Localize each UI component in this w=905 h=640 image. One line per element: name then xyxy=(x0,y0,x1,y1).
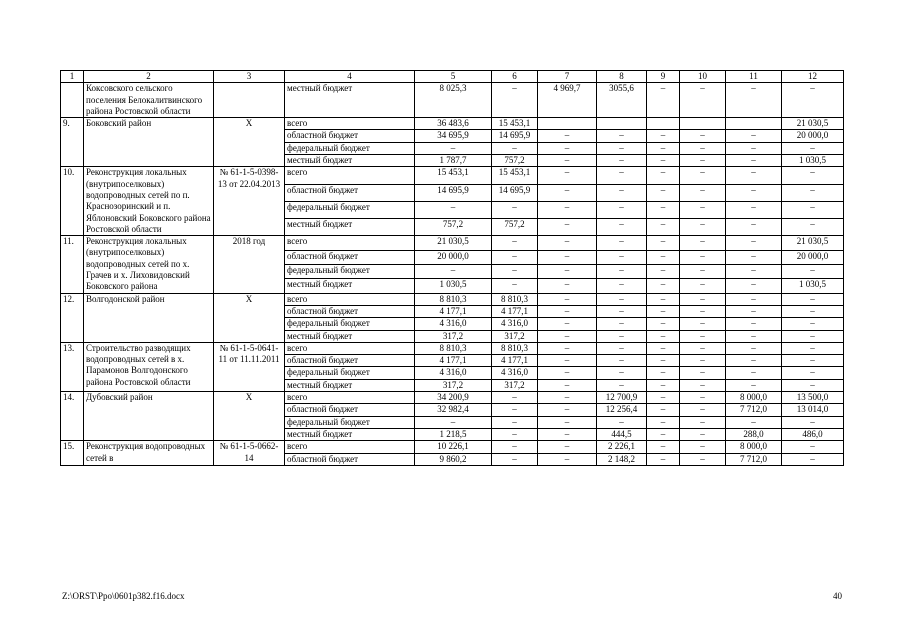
table-cell: 9 860,2 xyxy=(415,453,492,465)
table-cell: – xyxy=(597,264,647,278)
table-cell: 1 218,5 xyxy=(415,428,492,440)
table-cell: – xyxy=(680,236,726,250)
table-cell: – xyxy=(726,279,782,293)
table-cell: – xyxy=(538,367,597,379)
table-cell xyxy=(726,118,782,130)
table-cell: – xyxy=(726,155,782,167)
table-cell: – xyxy=(680,441,726,453)
table-cell: – xyxy=(538,142,597,154)
table-cell: № 61-1-5-0398-13 от 22.04.2013 xyxy=(214,167,285,236)
table-cell: всего xyxy=(285,392,415,404)
table-cell: Строительство разводящих водопроводных сетей в х. Парамонов Волгодонского района Ростовской области xyxy=(84,342,214,391)
table-cell: областной бюджет xyxy=(285,404,415,416)
table-cell: 2 226,1 xyxy=(597,441,647,453)
table-cell: 13. xyxy=(61,342,84,391)
table-cell: – xyxy=(726,201,782,218)
table-cell: – xyxy=(538,293,597,305)
table-cell: 4 177,1 xyxy=(415,355,492,367)
table-cell: – xyxy=(415,264,492,278)
table-cell: – xyxy=(538,201,597,218)
table-cell: Боковский район xyxy=(84,118,214,167)
table-cell: – xyxy=(492,416,538,428)
table-cell: федеральный бюджет xyxy=(285,416,415,428)
table-cell: – xyxy=(597,416,647,428)
table-cell: – xyxy=(492,404,538,416)
table-cell: – xyxy=(492,279,538,293)
table-cell: – xyxy=(726,318,782,330)
table-cell: 14 695,9 xyxy=(492,184,538,201)
table-cell: 14. xyxy=(61,392,84,441)
table-cell: – xyxy=(647,330,680,342)
table-cell: – xyxy=(726,416,782,428)
column-header: 12 xyxy=(782,71,844,83)
table-cell: 8 810,3 xyxy=(492,293,538,305)
table-cell: – xyxy=(597,305,647,317)
table-cell: – xyxy=(782,330,844,342)
table-cell: местный бюджет xyxy=(285,330,415,342)
table-cell: 4 177,1 xyxy=(492,355,538,367)
table-cell: федеральный бюджет xyxy=(285,318,415,330)
table-cell: – xyxy=(597,201,647,218)
table-cell: – xyxy=(538,218,597,235)
table-cell: 15 453,1 xyxy=(492,167,538,184)
table-cell: 317,2 xyxy=(415,379,492,391)
table-cell: – xyxy=(726,379,782,391)
table-cell: – xyxy=(782,379,844,391)
table-cell: 4 316,0 xyxy=(415,367,492,379)
table-cell: – xyxy=(726,83,782,118)
table-cell: 288,0 xyxy=(726,428,782,440)
table-cell: федеральный бюджет xyxy=(285,367,415,379)
table-cell: – xyxy=(726,342,782,354)
table-cell: 1 787,7 xyxy=(415,155,492,167)
table-cell: – xyxy=(680,142,726,154)
table-cell: – xyxy=(726,367,782,379)
table-cell: – xyxy=(680,367,726,379)
table-cell xyxy=(538,118,597,130)
table-cell: местный бюджет xyxy=(285,155,415,167)
table-cell: – xyxy=(782,305,844,317)
table-cell: 3055,6 xyxy=(597,83,647,118)
table-cell: – xyxy=(726,355,782,367)
table-cell: 317,2 xyxy=(492,330,538,342)
table-cell: областной бюджет xyxy=(285,355,415,367)
table-cell: – xyxy=(597,318,647,330)
table-cell: – xyxy=(680,416,726,428)
table-cell: федеральный бюджет xyxy=(285,142,415,154)
table-cell: – xyxy=(647,184,680,201)
table-cell: – xyxy=(647,167,680,184)
table-cell: – xyxy=(597,142,647,154)
table-row xyxy=(61,236,844,250)
table-cell: – xyxy=(680,330,726,342)
table-cell: 757,2 xyxy=(492,218,538,235)
table-cell: – xyxy=(647,441,680,453)
table-row xyxy=(61,392,844,404)
table-cell: – xyxy=(782,318,844,330)
table-cell: всего xyxy=(285,167,415,184)
table-cell: – xyxy=(647,218,680,235)
column-header: 9 xyxy=(647,71,680,83)
table-cell: – xyxy=(492,250,538,264)
table-cell: – xyxy=(597,167,647,184)
table-cell: 4 316,0 xyxy=(415,318,492,330)
table-cell: – xyxy=(538,392,597,404)
table-cell: – xyxy=(726,218,782,235)
table-cell: – xyxy=(647,279,680,293)
table-cell: – xyxy=(597,379,647,391)
column-header: 2 xyxy=(84,71,214,83)
table-cell: 32 982,4 xyxy=(415,404,492,416)
table-cell: – xyxy=(647,404,680,416)
table-cell: – xyxy=(538,453,597,465)
table-cell: – xyxy=(680,342,726,354)
table-cell: 4 177,1 xyxy=(492,305,538,317)
table-cell: – xyxy=(782,355,844,367)
column-header: 10 xyxy=(680,71,726,83)
table-cell: Реконструкция локальных (внутрипоселковых) водопроводных сетей по п. Краснозоринский и п. Яблоновский Боковского района Ростовской области xyxy=(84,167,214,236)
table-cell: – xyxy=(597,155,647,167)
table-cell: 14 695,9 xyxy=(492,130,538,142)
file-path: Z:\ORST\Ppo\0601p382.f16.docx xyxy=(62,591,185,601)
table-cell: 34 695,9 xyxy=(415,130,492,142)
table-cell: – xyxy=(492,201,538,218)
table-cell: – xyxy=(597,236,647,250)
table-cell: 1 030,5 xyxy=(415,279,492,293)
table-cell: областной бюджет xyxy=(285,453,415,465)
table-cell: – xyxy=(647,342,680,354)
table-cell: – xyxy=(726,264,782,278)
page-number: 40 xyxy=(833,591,842,601)
table-cell: федеральный бюджет xyxy=(285,201,415,218)
table-cell: – xyxy=(782,184,844,201)
table-cell: 14 695,9 xyxy=(415,184,492,201)
table-cell: – xyxy=(492,441,538,453)
table-cell: – xyxy=(647,264,680,278)
table-cell: 757,2 xyxy=(415,218,492,235)
table-cell: – xyxy=(782,367,844,379)
column-header: 5 xyxy=(415,71,492,83)
table-cell: – xyxy=(726,293,782,305)
table-cell: – xyxy=(680,305,726,317)
table-cell: – xyxy=(680,167,726,184)
table-cell: – xyxy=(680,201,726,218)
column-header: 8 xyxy=(597,71,647,83)
table-cell: 8 810,3 xyxy=(492,342,538,354)
table-cell: всего xyxy=(285,236,415,250)
table-cell: – xyxy=(538,264,597,278)
table-cell: областной бюджет xyxy=(285,184,415,201)
table-cell: – xyxy=(726,250,782,264)
table-cell: 13 014,0 xyxy=(782,404,844,416)
table-cell: – xyxy=(597,367,647,379)
table-cell: – xyxy=(782,264,844,278)
table-cell: – xyxy=(597,293,647,305)
table-cell: – xyxy=(538,318,597,330)
table-cell: 11. xyxy=(61,236,84,293)
table-cell: – xyxy=(538,184,597,201)
budget-table xyxy=(60,70,844,466)
table-cell: местный бюджет xyxy=(285,428,415,440)
table-cell: – xyxy=(726,130,782,142)
table-cell: местный бюджет xyxy=(285,218,415,235)
table-cell: областной бюджет xyxy=(285,305,415,317)
table-cell: – xyxy=(538,250,597,264)
table-cell: – xyxy=(647,236,680,250)
table-cell: 4 969,7 xyxy=(538,83,597,118)
table-cell: – xyxy=(680,318,726,330)
table-cell: № 61-1-5-0662-14 xyxy=(214,441,285,466)
table-cell: – xyxy=(680,392,726,404)
table-cell: – xyxy=(597,355,647,367)
table-cell: – xyxy=(680,404,726,416)
table-cell: 317,2 xyxy=(492,379,538,391)
table-cell: 15 453,1 xyxy=(492,118,538,130)
table-cell: – xyxy=(680,293,726,305)
table-cell: 8 000,0 xyxy=(726,441,782,453)
table-cell: № 61-1-5-0641-11 от 11.11.2011 xyxy=(214,342,285,391)
table-cell: местный бюджет xyxy=(285,379,415,391)
table-cell: – xyxy=(647,355,680,367)
table-cell: – xyxy=(538,330,597,342)
table-cell: 8 810,3 xyxy=(415,342,492,354)
table-cell: – xyxy=(647,201,680,218)
table-cell: – xyxy=(538,342,597,354)
table-cell: 21 030,5 xyxy=(782,236,844,250)
table-cell: – xyxy=(726,305,782,317)
table-row xyxy=(61,293,844,305)
table-cell: – xyxy=(647,293,680,305)
table-cell: – xyxy=(726,330,782,342)
table-cell: 1 030,5 xyxy=(782,279,844,293)
table-cell: 486,0 xyxy=(782,428,844,440)
table-cell: – xyxy=(782,416,844,428)
column-header: 7 xyxy=(538,71,597,83)
table-cell: 444,5 xyxy=(597,428,647,440)
table-cell: – xyxy=(597,184,647,201)
table-cell: – xyxy=(782,167,844,184)
table-cell: X xyxy=(214,118,285,167)
table-cell: – xyxy=(647,130,680,142)
table-cell: – xyxy=(647,379,680,391)
table-cell xyxy=(680,118,726,130)
table-cell: – xyxy=(680,130,726,142)
table-cell: – xyxy=(680,355,726,367)
table-cell: 20 000,0 xyxy=(782,250,844,264)
table-cell: Реконструкция водопроводных сетей в xyxy=(84,441,214,466)
table-cell xyxy=(214,83,285,118)
table-cell: – xyxy=(726,184,782,201)
column-header: 6 xyxy=(492,71,538,83)
table-cell: X xyxy=(214,392,285,441)
table-cell: – xyxy=(492,428,538,440)
table-cell: – xyxy=(782,201,844,218)
table-cell: – xyxy=(647,155,680,167)
table-cell: X xyxy=(214,293,285,342)
table-cell: – xyxy=(538,404,597,416)
table-cell: – xyxy=(680,83,726,118)
table-cell: – xyxy=(782,83,844,118)
table-cell: 8 025,3 xyxy=(415,83,492,118)
table-cell: – xyxy=(647,428,680,440)
table-cell: 2018 год xyxy=(214,236,285,293)
column-header: 3 xyxy=(214,71,285,83)
table-cell: 317,2 xyxy=(415,330,492,342)
table-cell: Коксовского сельского поселения Белокалитвинского района Ростовской области xyxy=(84,83,214,118)
table-header-row xyxy=(61,71,844,83)
table-cell: 10. xyxy=(61,167,84,236)
table-row xyxy=(61,167,844,184)
table-cell: 12 700,9 xyxy=(597,392,647,404)
table-row xyxy=(61,83,844,118)
table-cell: областной бюджет xyxy=(285,250,415,264)
table-cell: 7 712,0 xyxy=(726,404,782,416)
table-cell: – xyxy=(726,167,782,184)
table-row xyxy=(61,118,844,130)
table-cell: – xyxy=(647,392,680,404)
table-cell: – xyxy=(647,416,680,428)
table-cell: 757,2 xyxy=(492,155,538,167)
table-cell: – xyxy=(647,142,680,154)
table-cell: 1 030,5 xyxy=(782,155,844,167)
table-cell: – xyxy=(415,201,492,218)
table-cell: – xyxy=(492,142,538,154)
table-cell: – xyxy=(492,392,538,404)
table-cell: – xyxy=(597,342,647,354)
table-cell: местный бюджет xyxy=(285,279,415,293)
table-cell: 36 483,6 xyxy=(415,118,492,130)
table-cell: – xyxy=(782,293,844,305)
table-cell: – xyxy=(680,184,726,201)
table-cell: – xyxy=(726,236,782,250)
table-cell: – xyxy=(647,367,680,379)
column-header: 11 xyxy=(726,71,782,83)
table-cell: – xyxy=(782,441,844,453)
table-cell: 21 030,5 xyxy=(782,118,844,130)
table-cell: 20 000,0 xyxy=(415,250,492,264)
table-cell: – xyxy=(597,279,647,293)
table-cell: 8 000,0 xyxy=(726,392,782,404)
table-cell: – xyxy=(538,236,597,250)
table-cell: Реконструкция локальных (внутрипоселковых) водопроводных сетей по х. Грачев и х. Лиховидовский Боковского района xyxy=(84,236,214,293)
table-cell: федеральный бюджет xyxy=(285,264,415,278)
table-cell: – xyxy=(538,379,597,391)
table-cell: 12 256,4 xyxy=(597,404,647,416)
table-body xyxy=(61,83,844,466)
table-cell: – xyxy=(415,416,492,428)
table-cell: – xyxy=(415,142,492,154)
table-cell: 13 500,0 xyxy=(782,392,844,404)
table-cell: – xyxy=(647,83,680,118)
table-cell: – xyxy=(538,441,597,453)
table-cell: 20 000,0 xyxy=(782,130,844,142)
table-cell: 15. xyxy=(61,441,84,466)
table-cell: – xyxy=(492,236,538,250)
table-cell: – xyxy=(782,342,844,354)
table-cell: – xyxy=(597,130,647,142)
table-cell: – xyxy=(538,416,597,428)
table-cell: Дубовский район xyxy=(84,392,214,441)
table-cell: местный бюджет xyxy=(285,83,415,118)
table-cell: 4 316,0 xyxy=(492,318,538,330)
table-cell: – xyxy=(647,305,680,317)
table-cell: – xyxy=(680,453,726,465)
table-cell: – xyxy=(680,428,726,440)
table-cell: – xyxy=(680,250,726,264)
table-cell: 7 712,0 xyxy=(726,453,782,465)
table-cell: – xyxy=(538,355,597,367)
table-cell: – xyxy=(782,142,844,154)
table-cell: – xyxy=(492,264,538,278)
table-cell: – xyxy=(492,453,538,465)
table-row xyxy=(61,441,844,453)
table-cell: 4 316,0 xyxy=(492,367,538,379)
table-cell xyxy=(597,118,647,130)
table-cell: – xyxy=(538,155,597,167)
table-cell: 10 226,1 xyxy=(415,441,492,453)
column-header: 1 xyxy=(61,71,84,83)
table-cell: всего xyxy=(285,118,415,130)
table-row xyxy=(61,342,844,354)
table-cell: Волгодонской район xyxy=(84,293,214,342)
table-cell: – xyxy=(782,218,844,235)
table-cell: – xyxy=(538,305,597,317)
table-cell: – xyxy=(680,264,726,278)
table-cell: 4 177,1 xyxy=(415,305,492,317)
table-cell: – xyxy=(597,330,647,342)
table-cell xyxy=(647,118,680,130)
table-cell: – xyxy=(680,279,726,293)
table-cell: 8 810,3 xyxy=(415,293,492,305)
document-page xyxy=(60,70,843,466)
table-cell: 34 200,9 xyxy=(415,392,492,404)
table-cell: 2 148,2 xyxy=(597,453,647,465)
table-cell: всего xyxy=(285,342,415,354)
table-cell: 9. xyxy=(61,118,84,167)
column-header: 4 xyxy=(285,71,415,83)
table-cell: – xyxy=(538,130,597,142)
table-cell: – xyxy=(680,155,726,167)
table-cell: – xyxy=(492,83,538,118)
table-cell: всего xyxy=(285,441,415,453)
table-cell: – xyxy=(538,428,597,440)
table-cell: 12. xyxy=(61,293,84,342)
table-cell: – xyxy=(597,218,647,235)
table-cell xyxy=(61,83,84,118)
table-cell: – xyxy=(647,318,680,330)
table-cell: – xyxy=(647,453,680,465)
table-cell: 21 030,5 xyxy=(415,236,492,250)
table-cell: областной бюджет xyxy=(285,130,415,142)
table-cell: – xyxy=(680,379,726,391)
table-cell: – xyxy=(538,167,597,184)
table-cell: – xyxy=(680,218,726,235)
table-cell: 15 453,1 xyxy=(415,167,492,184)
table-cell: – xyxy=(726,142,782,154)
table-cell: – xyxy=(538,279,597,293)
table-cell: – xyxy=(647,250,680,264)
table-cell: – xyxy=(782,453,844,465)
table-cell: всего xyxy=(285,293,415,305)
table-cell: – xyxy=(597,250,647,264)
